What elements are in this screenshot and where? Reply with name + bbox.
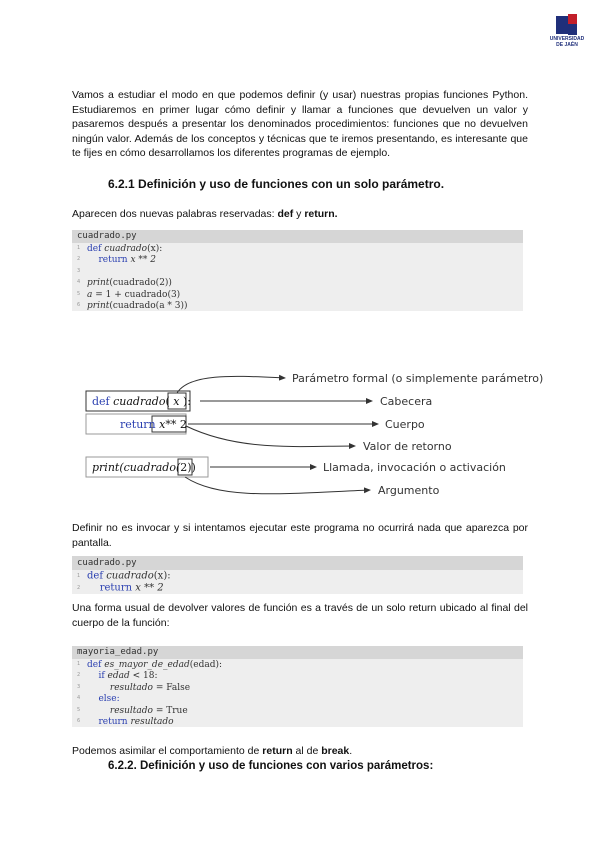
keyword-break-bold: break bbox=[321, 745, 350, 757]
code-line: 2 return x ** 2 bbox=[77, 255, 156, 266]
label-argument: Argumento bbox=[378, 484, 440, 497]
code-line: 1 def es_mayor_de_edad(edad): bbox=[77, 660, 223, 671]
label-formal-parameter: Parámetro formal (o simplemente parámetro) bbox=[292, 372, 544, 385]
code-line: 5 resultado = True bbox=[77, 705, 188, 716]
para4-end: . bbox=[349, 745, 353, 757]
reserved-end: . bbox=[334, 208, 338, 220]
section-heading-6-2-2: 6.2.2. Definición y uso de funciones con varios parámetros: bbox=[108, 760, 434, 772]
diagram-call-line: print(cuadrado(2)) bbox=[92, 461, 196, 474]
code-line: 4 else: bbox=[77, 694, 120, 705]
diagram-lines bbox=[80, 368, 530, 508]
paragraph-define-not-invoke: Definir no es invocar y si intentamos ejecutar este programa no ocurrirá nada que aparezca por pantalla. bbox=[72, 522, 528, 549]
section-heading-6-2-1: 6.2.1 Definición y uso de funciones con un solo parámetro. bbox=[108, 177, 445, 191]
keyword-def: def bbox=[277, 208, 294, 220]
code-block-mayoria-edad bbox=[72, 646, 523, 727]
code-line: 2 if edad < 18: bbox=[77, 671, 158, 682]
code-line: 6 print(cuadrado(a * 3)) bbox=[77, 301, 188, 312]
code-filename: cuadrado.py bbox=[72, 556, 523, 570]
function-anatomy-diagram bbox=[80, 368, 544, 508]
paragraph-single-return: Una forma usual de devolver valores de función es a través de un solo return ubicado al final del cuerpo de la función: bbox=[72, 602, 528, 629]
code-line: 1 def cuadrado(x): bbox=[77, 244, 163, 255]
code-line: 6 return resultado bbox=[77, 717, 174, 728]
code-line: 3 bbox=[77, 267, 81, 274]
paragraph-return-break bbox=[72, 744, 528, 759]
logo-line-1: UNIVERSIDAD bbox=[549, 36, 585, 42]
code-filename: mayoria_edad.py bbox=[72, 646, 523, 659]
keyword-return: return bbox=[304, 208, 335, 220]
label-body: Cuerpo bbox=[385, 418, 425, 431]
code-line: 5 a = 1 + cuadrado(3) bbox=[77, 289, 181, 300]
para4-mid: al de bbox=[292, 745, 322, 757]
reserved-conj: y bbox=[296, 208, 302, 220]
intro-paragraph: Vamos a estudiar el modo en que podemos definir (y usar) nuestras propias funciones Python. Estudiaremos en primer lugar cómo definir y llamar a funciones que devuelven un valor y pasaremos después a presentar los denominados procedimientos: funciones que no devuelven ningún valor. Además de los conceptos y técnicas que te iremos presentando, es interesante que te fijes en cómo desarrollamos los diferentes programas de ejemplo. bbox=[72, 89, 528, 159]
label-header: Cabecera bbox=[380, 395, 433, 408]
logo-line-2: DE JAÉN bbox=[556, 42, 578, 48]
logo-mark-icon bbox=[556, 14, 578, 36]
reserved-words-line bbox=[72, 207, 528, 222]
label-return-value: Valor de retorno bbox=[363, 440, 452, 453]
label-call: Llamada, invocación o activación bbox=[323, 461, 506, 474]
code-line: 1 def cuadrado(x): bbox=[77, 570, 171, 582]
para4-pre: Podemos asimilar el comportamiento de bbox=[72, 745, 263, 757]
diagram-return-line: return x** 2 bbox=[120, 418, 187, 431]
code-line: 3 resultado = False bbox=[77, 682, 191, 693]
code-line: 4 print(cuadrado(2)) bbox=[77, 278, 172, 289]
code-filename: cuadrado.py bbox=[72, 230, 523, 243]
code-block-cuadrado bbox=[72, 230, 523, 311]
code-line: 2 return x ** 2 bbox=[77, 582, 164, 594]
keyword-return-bold: return bbox=[262, 745, 293, 757]
reserved-text: Aparecen dos nuevas palabras reservadas: bbox=[72, 208, 275, 220]
diagram-def-line: def cuadrado( x ): bbox=[92, 395, 191, 408]
university-logo bbox=[547, 14, 587, 54]
code-block-cuadrado-2 bbox=[72, 556, 523, 594]
